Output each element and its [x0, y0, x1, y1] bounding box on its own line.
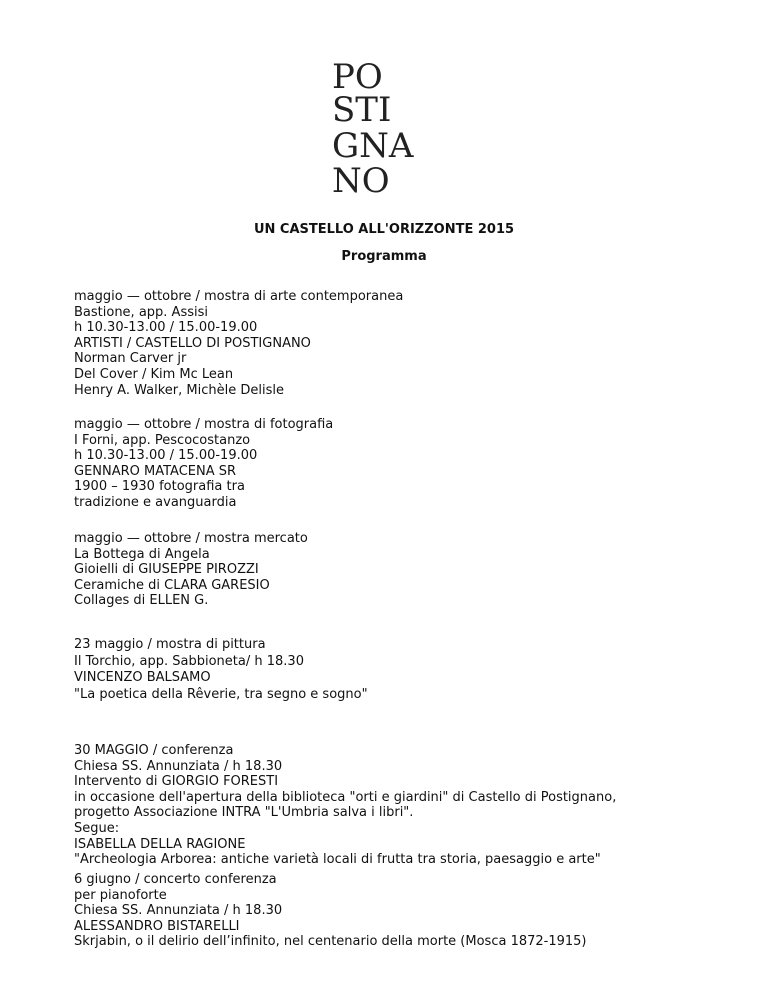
program-section-6: [74, 872, 754, 950]
program-section-5: [74, 743, 754, 868]
section-3-line: Collages di ELLEN G.: [74, 593, 209, 609]
logo-line-4: NO: [332, 161, 390, 196]
section-1-line: ARTISTI / CASTELLO DI POSTIGNANO: [74, 335, 311, 351]
logo-line-2: STI: [332, 90, 392, 130]
section-1-line: maggio — ottobre / mostra di arte contemporanea: [74, 289, 404, 304]
section-6-line: Skrjabin, o il delirio dell’infinito, nel centenario della morte (Mosca 1872-1915): [74, 934, 587, 950]
section-5-line: in occasione dell'apertura della biblioteca "orti e giardini" di Castello di Postignano,: [74, 789, 617, 805]
section-5-line: Chiesa SS. Annunziata / h 18.30: [74, 758, 283, 774]
section-4-line: "La poetica della Rêverie, tra segno e sogno": [74, 686, 368, 702]
section-5-line: "Archeologia Arborea: antiche varietà locali di frutta tra storia, paesaggio e arte": [74, 852, 601, 868]
document-subtitle: Programma: [341, 249, 427, 264]
section-6-line: ALESSANDRO BISTARELLI: [74, 918, 240, 934]
postignano-logo: [332, 58, 442, 196]
section-6-line: per pianoforte: [74, 887, 167, 903]
section-2-line: maggio — ottobre / mostra di fotografia: [74, 417, 334, 432]
logo-line-1: PO: [332, 58, 383, 97]
document-title: UN CASTELLO ALL'ORIZZONTE 2015: [253, 222, 515, 237]
section-1-line: Bastione, app. Assisi: [74, 304, 208, 320]
section-2-line: tradizione e avanguardia: [74, 494, 237, 510]
section-5-line: progetto Associazione INTRA "L'Umbria salva i libri".: [74, 805, 414, 821]
section-2-line: I Forni, app. Pescocostanzo: [74, 432, 251, 448]
section-5-line: Segue:: [74, 820, 120, 836]
section-1-line: Del Cover / Kim Mc Lean: [74, 366, 234, 382]
section-1-line: h 10.30-13.00 / 15.00-19.00: [74, 320, 258, 336]
section-1-line: Norman Carver jr: [74, 351, 187, 367]
program-section-4: [74, 637, 754, 703]
section-4-line: Il Torchio, app. Sabbioneta/ h 18.30: [74, 653, 304, 669]
section-2-line: h 10.30-13.00 / 15.00-19.00: [74, 448, 258, 464]
section-5-line: Intervento di GIORGIO FORESTI: [74, 774, 279, 790]
section-2-line: GENNARO MATACENA SR: [74, 463, 237, 479]
section-4-line: VINCENZO BALSAMO: [74, 670, 211, 685]
section-5-line: 30 MAGGIO / conferenza: [74, 743, 234, 758]
program-section-2: [74, 417, 754, 511]
section-3-line: maggio — ottobre / mostra mercato: [74, 531, 308, 546]
postignano-logo-mark: [332, 58, 442, 196]
section-1-line: Henry A. Walker, Michèle Delisle: [74, 382, 284, 398]
section-4-line: 23 maggio / mostra di pittura: [74, 637, 266, 652]
logo-line-3: GNA: [332, 126, 414, 166]
program-section-1: [74, 289, 754, 398]
section-3-line: Ceramiche di CLARA GARESIO: [74, 577, 270, 593]
section-6-line: Chiesa SS. Annunziata / h 18.30: [74, 903, 283, 919]
program-section-3: [74, 531, 754, 609]
section-5-line: ISABELLA DELLA RAGIONE: [74, 836, 246, 852]
section-3-line: Gioielli di GIUSEPPE PIROZZI: [74, 562, 259, 578]
section-2-line: 1900 – 1930 fotografia tra: [74, 479, 245, 495]
section-6-line: 6 giugno / concerto conferenza: [74, 872, 277, 887]
section-3-line: La Bottega di Angela: [74, 546, 210, 562]
